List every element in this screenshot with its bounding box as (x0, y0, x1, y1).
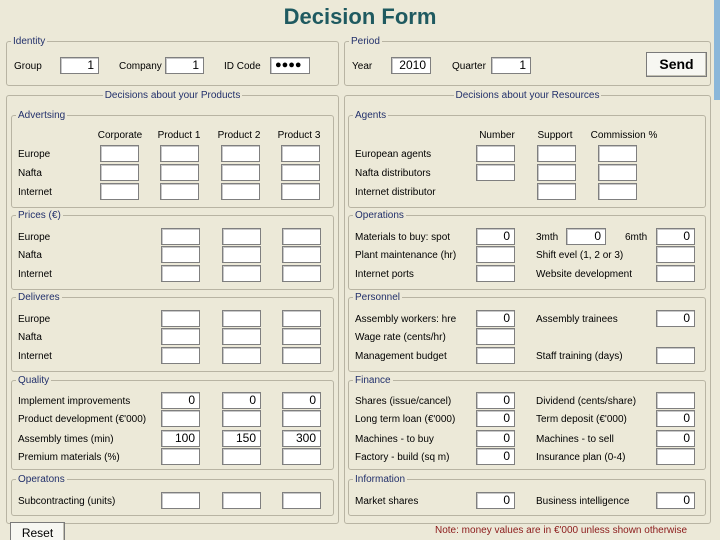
products-legend: Decisions about your Products (104, 90, 241, 101)
assembly-workers-label: Assembly workers: hre (355, 314, 457, 325)
adv-row-europe: Europe (18, 149, 51, 160)
factory-build-input[interactable]: 0 (476, 448, 515, 465)
resource-operations-legend: Operations (355, 210, 404, 221)
quality-row-implement: Implement improvements (18, 396, 131, 407)
adv-nafta-product2-input[interactable] (221, 164, 260, 181)
quality-row-development: Product development (€'000) (18, 414, 147, 425)
implement-product1-input[interactable]: 0 (161, 392, 200, 409)
plant-maintenance-label: Plant maintenance (hr) (355, 250, 457, 261)
assembly-trainees-input[interactable]: 0 (656, 310, 695, 327)
adv-row-nafta: Nafta (18, 168, 42, 179)
materials-spot-input[interactable]: 0 (476, 228, 515, 245)
development-product1-input[interactable] (161, 410, 200, 427)
long-term-loan-label: Long term loan (€'000) (355, 414, 456, 425)
idcode-label: ID Code (224, 61, 261, 72)
send-button[interactable]: Send (646, 52, 707, 77)
shift-level-input[interactable] (656, 246, 695, 263)
european-agents-number-input[interactable] (476, 145, 515, 162)
development-product3-input[interactable] (282, 410, 321, 427)
materials-6mth-input[interactable]: 0 (656, 228, 695, 245)
materials-3mth-input[interactable]: 0 (566, 228, 606, 245)
shares-input[interactable]: 0 (476, 392, 515, 409)
prices-legend: Prices (€) (18, 210, 61, 221)
information-legend: Information (355, 474, 406, 485)
european-agents-support-input[interactable] (537, 145, 576, 162)
deliv-europe-product2-input[interactable] (222, 310, 261, 327)
agents-row-internet: Internet distributor (355, 187, 436, 198)
advertising-legend: Advertsing (18, 110, 66, 121)
assembly-product1-input[interactable]: 100 (161, 430, 200, 447)
wage-rate-label: Wage rate (cents/hr) (355, 332, 446, 343)
adv-internet-product1-input[interactable] (160, 183, 199, 200)
page-title: Decision Form (283, 4, 437, 29)
reset-button[interactable]: Reset (10, 522, 65, 540)
internet-distributor-support-input[interactable] (537, 183, 576, 200)
col-header-product-1: Product 1 (157, 130, 201, 141)
prices-internet-product3-input[interactable] (282, 265, 321, 282)
prices-europe-product3-input[interactable] (282, 228, 321, 245)
company-label: Company (119, 61, 162, 72)
prices-row-europe: Europe (18, 232, 51, 243)
management-budget-input[interactable] (476, 347, 515, 364)
subcontracting-product3-input[interactable] (282, 492, 321, 509)
shift-level-label: Shift evel (1, 2 or 3) (536, 250, 624, 261)
factory-build-label: Factory - build (sq m) (355, 452, 450, 463)
european-agents-commission-input[interactable] (598, 145, 637, 162)
premium-product2-input[interactable] (222, 448, 261, 465)
deliv-internet-product1-input[interactable] (161, 347, 200, 364)
materials-label: Materials to buy: spot (355, 232, 451, 243)
deliv-europe-product1-input[interactable] (161, 310, 200, 327)
adv-internet-corporate-input[interactable] (100, 183, 139, 200)
prices-nafta-product2-input[interactable] (222, 246, 261, 263)
term-deposit-label: Term deposit (€'000) (536, 414, 627, 425)
deliveries-legend: Deliveres (18, 292, 60, 303)
deliv-row-internet: Internet (18, 351, 52, 362)
deliv-nafta-product2-input[interactable] (222, 328, 261, 345)
assembly-product3-input[interactable]: 300 (282, 430, 321, 447)
agents-row-nafta: Nafta distributors (355, 168, 431, 179)
adv-europe-product2-input[interactable] (221, 145, 260, 162)
market-shares-input[interactable]: 0 (476, 492, 515, 509)
business-intelligence-input[interactable]: 0 (656, 492, 695, 509)
idcode-password-input[interactable]: ●●●● (270, 57, 310, 74)
machines-buy-label: Machines - to buy (355, 434, 434, 445)
window-scrollbar[interactable] (714, 0, 720, 100)
period-legend: Period (351, 36, 380, 47)
group-input[interactable]: 1 (60, 57, 99, 74)
assembly-product2-input[interactable]: 150 (222, 430, 261, 447)
quality-legend: Quality (18, 375, 50, 386)
company-input[interactable]: 1 (165, 57, 204, 74)
nafta-distributors-support-input[interactable] (537, 164, 576, 181)
prices-row-internet: Internet (18, 269, 52, 280)
col-header-product-3: Product 3 (277, 130, 321, 141)
machines-buy-input[interactable]: 0 (476, 430, 515, 447)
implement-product2-input[interactable]: 0 (222, 392, 261, 409)
group-label: Group (14, 61, 42, 72)
prices-row-nafta: Nafta (18, 250, 42, 261)
prices-europe-product1-input[interactable] (161, 228, 200, 245)
insurance-plan-input[interactable] (656, 448, 695, 465)
long-term-loan-input[interactable]: 0 (476, 410, 515, 427)
prices-internet-product1-input[interactable] (161, 265, 200, 282)
agents-legend: Agents (355, 110, 387, 121)
nafta-distributors-commission-input[interactable] (598, 164, 637, 181)
year-label: Year (352, 61, 373, 72)
quality-row-premium: Premium materials (%) (18, 452, 120, 463)
col-header-support: Support (537, 130, 573, 141)
adv-internet-product2-input[interactable] (221, 183, 260, 200)
business-intelligence-label: Business intelligence (536, 496, 630, 507)
machines-sell-input[interactable]: 0 (656, 430, 695, 447)
deliv-internet-product3-input[interactable] (282, 347, 321, 364)
nafta-distributors-number-input[interactable] (476, 164, 515, 181)
machines-sell-label: Machines - to sell (536, 434, 614, 445)
implement-product3-input[interactable]: 0 (282, 392, 321, 409)
adv-nafta-product3-input[interactable] (281, 164, 320, 181)
deliv-row-nafta: Nafta (18, 332, 42, 343)
shares-label: Shares (issue/cancel) (355, 396, 452, 407)
term-deposit-input[interactable]: 0 (656, 410, 695, 427)
adv-internet-product3-input[interactable] (281, 183, 320, 200)
adv-europe-product1-input[interactable] (160, 145, 199, 162)
staff-training-input[interactable] (656, 347, 695, 364)
finance-legend: Finance (355, 375, 391, 386)
year-input[interactable]: 2010 (391, 57, 431, 74)
plant-maintenance-input[interactable] (476, 246, 515, 263)
subcontracting-product1-input[interactable] (161, 492, 200, 509)
assembly-workers-input[interactable]: 0 (476, 310, 515, 327)
col-header-corporate: Corporate (97, 130, 143, 141)
resources-legend: Decisions about your Resources (455, 90, 600, 101)
insurance-plan-label: Insurance plan (0-4) (536, 452, 626, 463)
col-header-product-2: Product 2 (217, 130, 261, 141)
deliv-internet-product2-input[interactable] (222, 347, 261, 364)
premium-product1-input[interactable] (161, 448, 200, 465)
col-header-number: Number (479, 130, 515, 141)
materials-6mth-label: 6mth (625, 232, 648, 243)
adv-nafta-product1-input[interactable] (160, 164, 199, 181)
personnel-legend: Personnel (355, 292, 401, 303)
col-header-commission: Commission % (590, 130, 658, 141)
deliv-nafta-product3-input[interactable] (282, 328, 321, 345)
adv-nafta-corporate-input[interactable] (100, 164, 139, 181)
deliv-europe-product3-input[interactable] (282, 310, 321, 327)
wage-rate-input[interactable] (476, 328, 515, 345)
internet-distributor-commission-input[interactable] (598, 183, 637, 200)
quality-row-assembly: Assembly times (min) (18, 434, 114, 445)
identity-legend: Identity (13, 36, 46, 47)
website-development-input[interactable] (656, 265, 695, 282)
prices-nafta-product3-input[interactable] (282, 246, 321, 263)
assembly-trainees-label: Assembly trainees (536, 314, 618, 325)
market-shares-label: Market shares (355, 496, 419, 507)
information-group (348, 474, 706, 516)
premium-product3-input[interactable] (282, 448, 321, 465)
product-operations-legend: Operatons (18, 474, 65, 485)
adv-row-internet: Internet (18, 187, 52, 198)
dividend-input[interactable] (656, 392, 695, 409)
internet-ports-label: Internet ports (355, 269, 414, 280)
materials-3mth-label: 3mth (536, 232, 559, 243)
footer-note: Note: money values are in €'000 unless shown otherwise (435, 525, 688, 536)
quarter-input[interactable]: 1 (491, 57, 531, 74)
adv-europe-corporate-input[interactable] (100, 145, 139, 162)
quarter-label: Quarter (452, 61, 486, 72)
subcontracting-product2-input[interactable] (222, 492, 261, 509)
management-budget-label: Management budget (355, 351, 447, 362)
subcontracting-label: Subcontracting (units) (18, 496, 116, 507)
staff-training-label: Staff training (days) (536, 351, 623, 362)
deliv-nafta-product1-input[interactable] (161, 328, 200, 345)
agents-row-european: European agents (355, 149, 432, 160)
internet-ports-input[interactable] (476, 265, 515, 282)
development-product2-input[interactable] (222, 410, 261, 427)
prices-nafta-product1-input[interactable] (161, 246, 200, 263)
deliv-row-europe: Europe (18, 314, 51, 325)
adv-europe-product3-input[interactable] (281, 145, 320, 162)
prices-internet-product2-input[interactable] (222, 265, 261, 282)
website-development-label: Website development (536, 269, 632, 280)
prices-europe-product2-input[interactable] (222, 228, 261, 245)
dividend-label: Dividend (cents/share) (536, 396, 637, 407)
